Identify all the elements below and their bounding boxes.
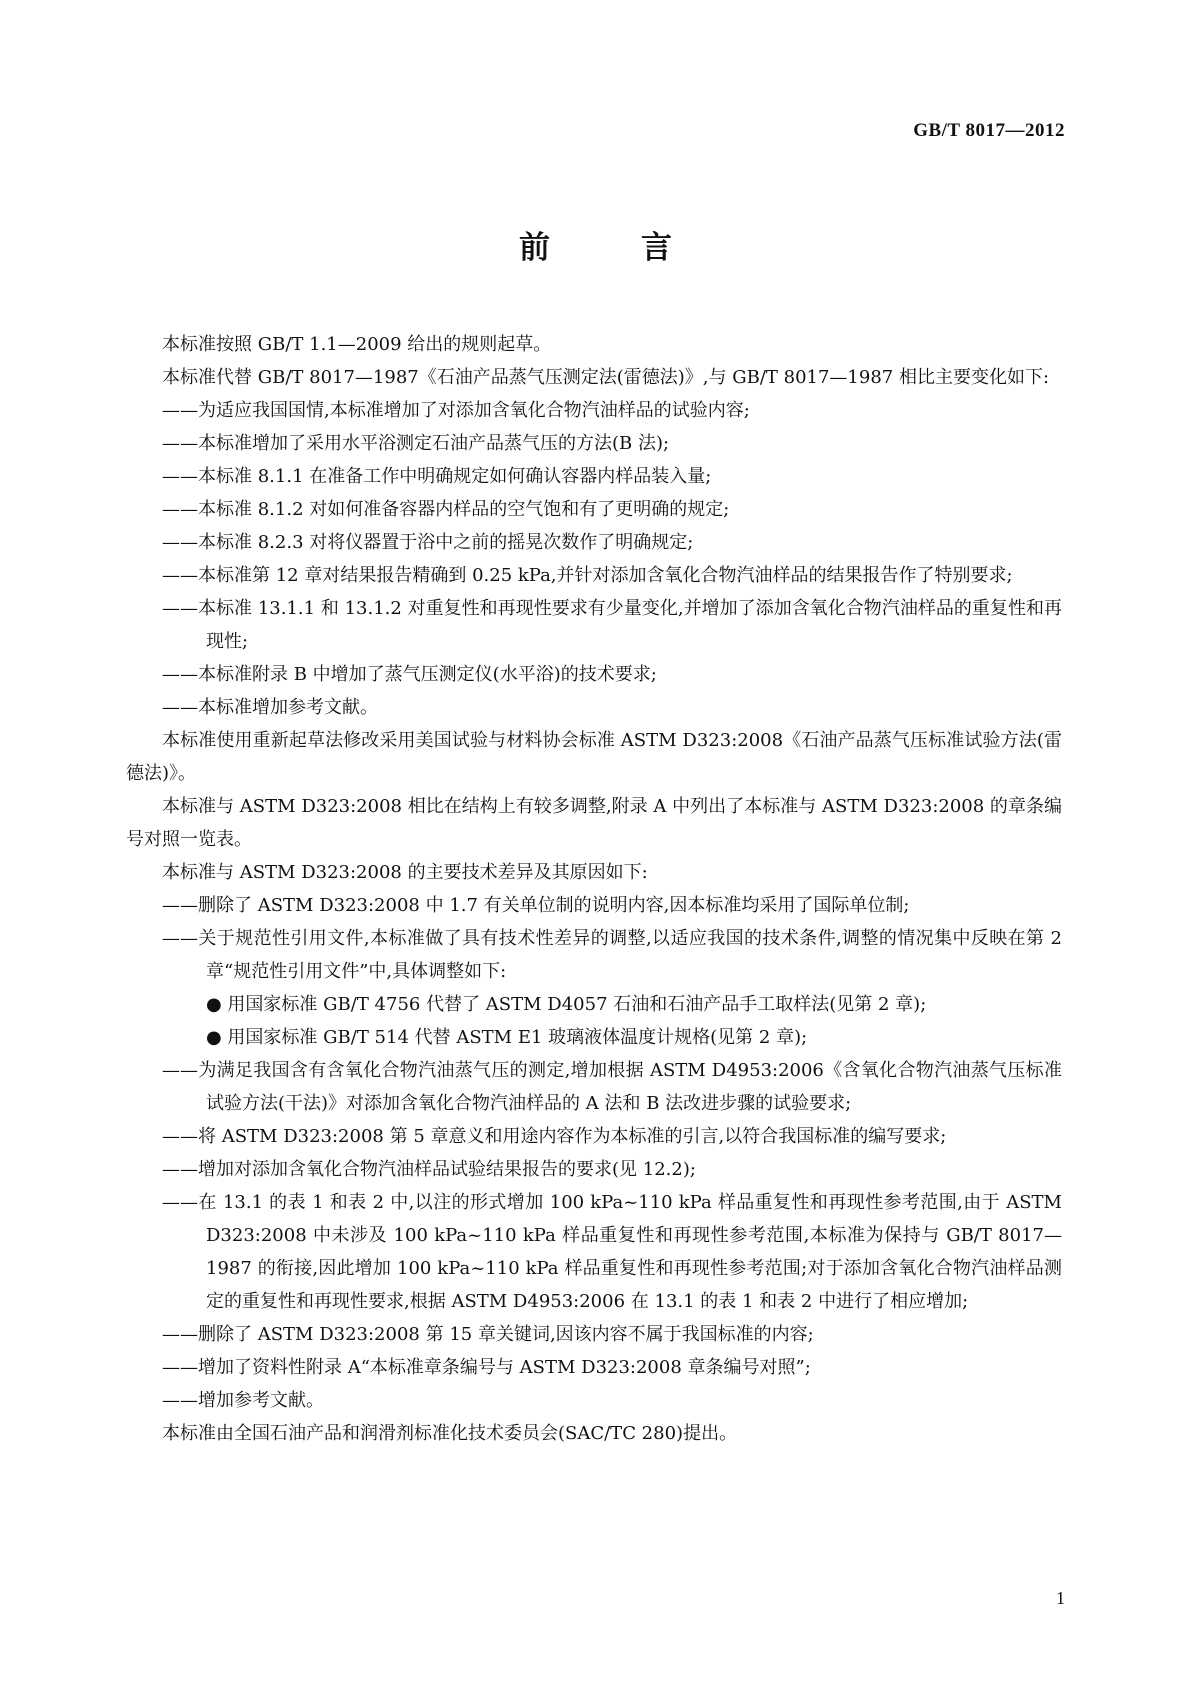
change-item: ——本标准增加了采用水平浴测定石油产品蒸气压的方法(B 法);: [162, 433, 670, 454]
difference-item: ——增加了资料性附录 A“本标准章条编号与 ASTM D323:2008 章条编号对照”;: [162, 1357, 811, 1378]
change-item: ——本标准第 12 章对结果报告精确到 0.25 kPa,并针对添加含氧化合物汽油样品的结果报告作了特别要求;: [162, 565, 1013, 586]
document-number: GB/T 8017—2012: [913, 120, 1065, 141]
document-body: [126, 328, 1062, 1450]
change-item: ——本标准 8.1.1 在准备工作中明确规定如何确认容器内样品装入量;: [162, 466, 712, 487]
change-item: ——本标准 8.1.2 对如何准备容器内样品的空气饱和有了更明确的规定;: [162, 499, 730, 520]
paragraph-structure: 本标准与 ASTM D323:2008 相比在结构上有较多调整,附录 A 中列出了本标准与 ASTM D323:2008 的章条编号对照一览表。: [126, 796, 1062, 850]
change-item: ——本标准 13.1.1 和 13.1.2 对重复性和再现性要求有少量变化,并增加了添加含氧化合物汽油样品的重复性和再现性;: [162, 598, 1062, 652]
difference-item: ——删除了 ASTM D323:2008 中 1.7 有关单位制的说明内容,因本标准均采用了国际单位制;: [162, 895, 910, 916]
difference-item: ——删除了 ASTM D323:2008 第 15 章关键词,因该内容不属于我国标准的内容;: [162, 1324, 814, 1345]
paragraph-replacement: 本标准代替 GB/T 8017—1987《石油产品蒸气压测定法(雷德法)》,与 GB/T 8017—1987 相比主要变化如下:: [162, 367, 1050, 388]
change-item: ——本标准附录 B 中增加了蒸气压测定仪(水平浴)的技术要求;: [162, 664, 657, 685]
bullet-item: ● 用国家标准 GB/T 4756 代替了 ASTM D4057 石油和石油产品手工取样法(见第 2 章);: [206, 994, 927, 1015]
paragraph-differences-intro: 本标准与 ASTM D323:2008 的主要技术差异及其原因如下:: [162, 862, 648, 883]
difference-item: ——为满足我国含有含氧化合物汽油蒸气压的测定,增加根据 ASTM D4953:2006《含氧化合物汽油蒸气压标准试验方法(干法)》对添加含氧化合物汽油样品的 A 法和 B 法改进步骤的试验要求;: [162, 1060, 1062, 1114]
difference-item: ——增加参考文献。: [162, 1390, 324, 1411]
paragraph-adoption: 本标准使用重新起草法修改采用美国试验与材料协会标准 ASTM D323:2008《石油产品蒸气压标准试验方法(雷德法)》。: [126, 730, 1062, 784]
bullet-item: ● 用国家标准 GB/T 514 代替 ASTM E1 玻璃液体温度计规格(见第 2 章);: [206, 1027, 808, 1048]
difference-item: ——增加对添加含氧化合物汽油样品试验结果报告的要求(见 12.2);: [162, 1159, 696, 1180]
difference-item: ——在 13.1 的表 1 和表 2 中,以注的形式增加 100 kPa~110 kPa 样品重复性和再现性参考范围,由于 ASTM D323:2008 中未涉及 100 kPa~110 kPa 样品重复性和再现性参考范围,本标准为保持与 GB/T 8017—1987 的衔接,因此增加 100 kPa~110 kPa 样品重复性和再现性参考范围;对于添加含氧化合物汽油样品测定的重复性和再现性要求,根据 ASTM D4953:2006 在 13.1 的表 1 和表 2 中进行了相应增加;: [162, 1192, 1062, 1312]
page-number: 1: [1056, 1588, 1065, 1608]
change-item: ——本标准 8.2.3 对将仪器置于浴中之前的摇晃次数作了明确规定;: [162, 532, 694, 553]
change-item: ——为适应我国国情,本标准增加了对添加含氧化合物汽油样品的试验内容;: [162, 400, 750, 421]
page-title: 前 言: [519, 230, 702, 266]
difference-item: ——将 ASTM D323:2008 第 5 章意义和用途内容作为本标准的引言,以符合我国标准的编写要求;: [162, 1126, 947, 1147]
paragraph-drafting-rules: 本标准按照 GB/T 1.1—2009 给出的规则起草。: [162, 334, 552, 355]
paragraph-proposer: 本标准由全国石油产品和润滑剂标准化技术委员会(SAC/TC 280)提出。: [162, 1423, 738, 1444]
difference-item: ——关于规范性引用文件,本标准做了具有技术性差异的调整,以适应我国的技术条件,调整的情况集中反映在第 2 章“规范性引用文件”中,具体调整如下:: [162, 928, 1062, 982]
change-item: ——本标准增加参考文献。: [162, 697, 378, 718]
